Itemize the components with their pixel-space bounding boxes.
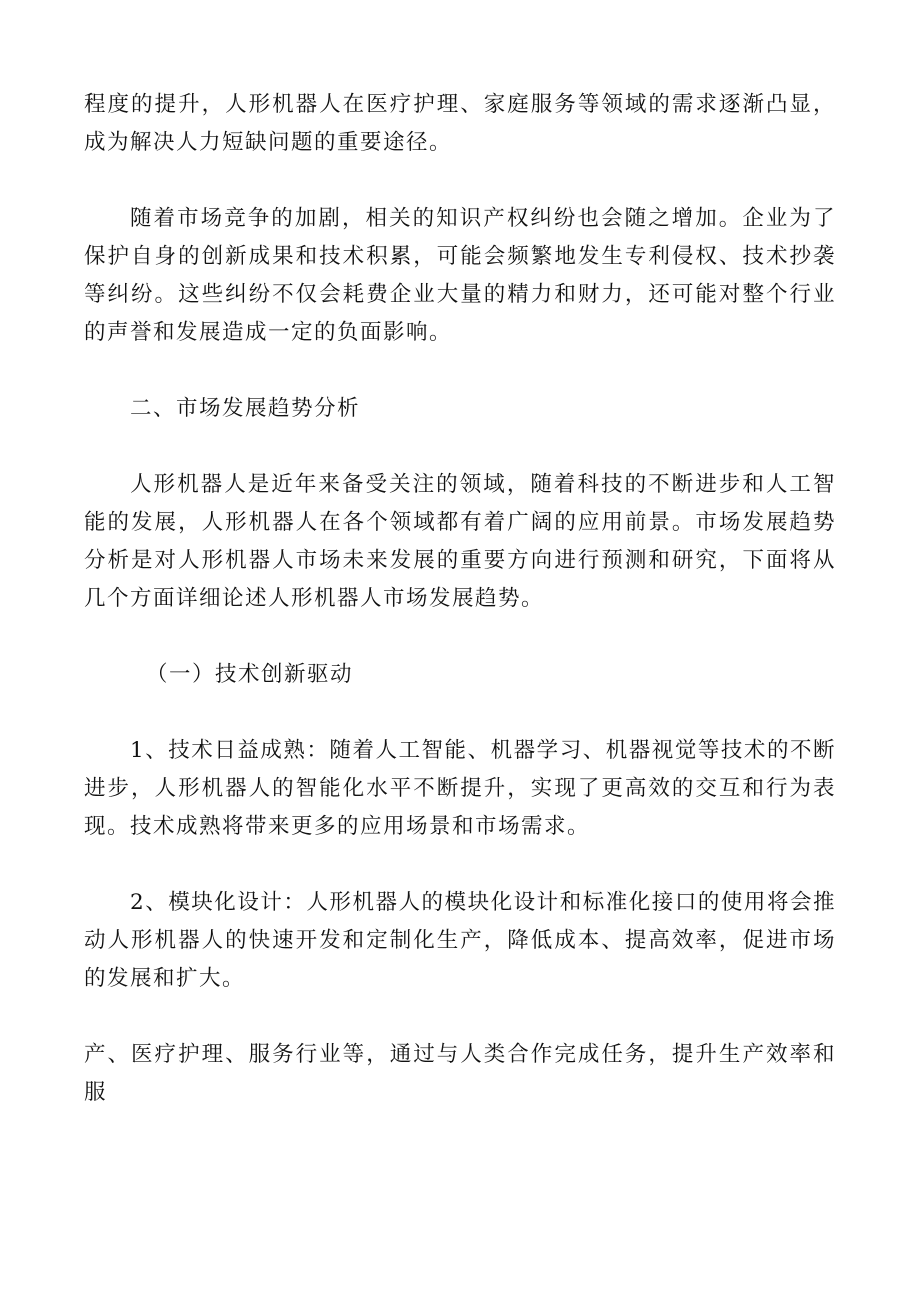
document-page: [84, 86, 836, 1112]
paragraph-tech-maturity: 1、技术日益成熟：随着人工智能、机器学习、机器视觉等技术的不断进步，人形机器人的智能化水平不断提升，实现了更高效的交互和行为表现。技术成熟将带来更多的应用场景和市场需求。: [84, 738, 836, 839]
paragraph-modular-design: 2、模块化设计：人形机器人的模块化设计和标准化接口的使用将会推动人形机器人的快速开发和定制化生产，降低成本、提高效率，促进市场的发展和扩大。: [84, 890, 836, 991]
paragraph-market-trend-intro: 人形机器人是近年来备受关注的领域，随着科技的不断进步和人工智能的发展，人形机器人在各个领域都有着广阔的应用前景。市场发展趋势分析是对人形机器人市场未来发展的重要方向进行预测和研究，下面将从几个方面详细论述人形机器人市场发展趋势。: [84, 472, 836, 611]
paragraph-continuation: 程度的提升，人形机器人在医疗护理、家庭服务等领域的需求逐渐凸显，成为解决人力短缺问题的重要途径。: [84, 92, 836, 155]
subsection-heading: （一）技术创新驱动: [146, 662, 354, 687]
paragraph-fragment: 产、医疗护理、服务行业等，通过与人类合作完成任务，提升生产效率和服: [84, 1042, 836, 1105]
paragraph-ip-disputes: 随着市场竞争的加剧，相关的知识产权纠纷也会随之增加。企业为了保护自身的创新成果和技术积累，可能会频繁地发生专利侵权、技术抄袭等纠纷。这些纠纷不仅会耗费企业大量的精力和财力，还可能对整个行业的声誉和发展造成一定的负面影响。: [84, 206, 836, 345]
section-heading: 二、市场发展趋势分析: [130, 396, 361, 421]
